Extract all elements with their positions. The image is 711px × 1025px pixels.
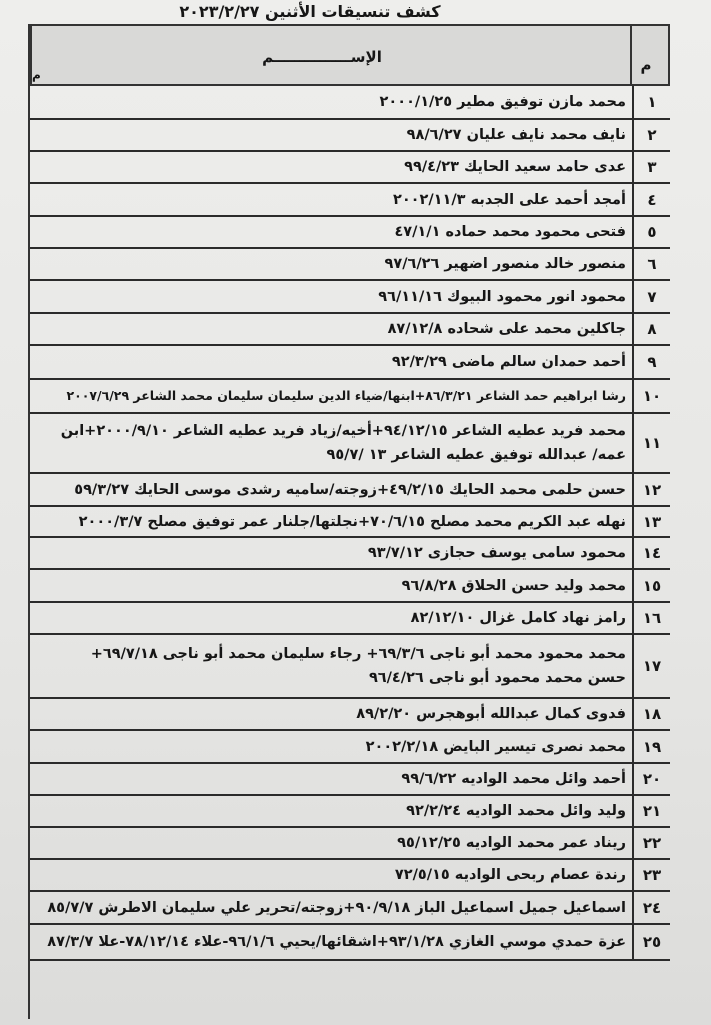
row-name-line: فدوى كمال عبدالله أبوهجرس ٨٩/٢/٢٠	[356, 706, 626, 722]
row-number: ٣	[632, 152, 670, 182]
row-name	[32, 184, 626, 215]
row-number: ١٤	[632, 538, 670, 568]
row-name-line: رشا ابراهيم حمد الشاعر ٨٦/٣/٢١+ابنها/ضياء الدين سليمان سليمان محمد الشاعر ٢٠٠٧/٦/٢٩	[66, 388, 626, 403]
table-row	[30, 507, 670, 538]
header-number-label: م	[640, 56, 652, 74]
row-number: ٩	[632, 346, 670, 378]
row-name-line: رندة عصام ربحى الواديه ٧٢/٥/١٥	[394, 867, 626, 883]
row-name	[32, 731, 626, 762]
table-row	[30, 380, 670, 414]
row-name	[32, 281, 626, 312]
table-row	[30, 570, 670, 603]
row-name	[32, 925, 626, 959]
table-row	[30, 314, 670, 346]
table-row	[30, 346, 670, 380]
row-name-line: أمجد أحمد على الجدبه ٢٠٠٢/١١/٣	[392, 191, 626, 208]
row-name	[32, 892, 626, 923]
row-number: ١٣	[632, 507, 670, 536]
row-name-line: عمه/ عبدالله توفيق عطيه الشاعر ١٣ /٩٥/٧	[326, 447, 626, 463]
row-name-line: محمد نصرى تيسير البايض ٢٠٠٢/٢/١٨	[365, 738, 626, 755]
row-name	[32, 507, 626, 536]
page-title: كشف تنسيقات الأثنين ٢٠٢٣/٢/٢٧	[179, 2, 441, 21]
table-row	[30, 828, 670, 860]
table-row	[30, 892, 670, 925]
row-name	[32, 346, 626, 378]
row-name	[32, 603, 626, 633]
row-number: ١٠	[632, 380, 670, 412]
row-number: ٢٤	[632, 892, 670, 923]
table-row	[30, 538, 670, 570]
row-number: ٤	[632, 184, 670, 215]
row-number: ١١	[632, 414, 670, 472]
row-name-line: محمود انور محمود البيوك ٩٦/١١/١٦	[378, 288, 626, 305]
row-name	[32, 217, 626, 247]
row-name-line: حسن محمد محمود أبو ناجى ٩٦/٤/٢٦	[368, 670, 626, 686]
row-name-line: رامز نهاد كامل غزال ٨٢/١٢/١٠	[410, 610, 626, 626]
row-number: ٨	[632, 314, 670, 344]
table-row	[30, 635, 670, 699]
row-name	[32, 699, 626, 729]
table-row	[30, 120, 670, 152]
row-name	[32, 764, 626, 794]
row-number: ١٥	[632, 570, 670, 601]
table-row	[30, 925, 670, 961]
row-number: ٧	[632, 281, 670, 312]
table-row	[30, 603, 670, 635]
row-name	[32, 314, 626, 344]
row-name	[32, 828, 626, 858]
row-name-line: جاكلين محمد على شحاده ٨٧/١٢/٨	[387, 321, 626, 337]
row-name-line: أحمد وائل محمد الواديه ٩٩/٦/٢٢	[401, 771, 626, 787]
row-name	[32, 249, 626, 279]
row-name-line: محمد فريد عطيه الشاعر ٩٤/١٢/١٥+أخيه/زياد فريد عطيه الشاعر ٢٠٠٠/٩/١٠+ابن	[60, 423, 626, 439]
row-number: ١٨	[632, 699, 670, 729]
table-row	[30, 699, 670, 731]
table-row	[30, 414, 670, 474]
row-name	[32, 860, 626, 890]
table-row	[30, 217, 670, 249]
table-body	[30, 86, 670, 961]
row-name-line: اسماعيل جميل اسماعيل الباز ٩٠/٩/١٨+زوجته/تحرير علي سليمان الاطرش ٨٥/٧/٧	[47, 899, 626, 916]
row-name	[32, 474, 626, 505]
row-number: ٢٢	[632, 828, 670, 858]
row-name-line: محمد وليد حسن الحلاق ٩٦/٨/٢٨	[401, 577, 626, 594]
table-row	[30, 249, 670, 281]
row-name-line: ريناد عمر محمد الواديه ٩٥/١٢/٢٥	[397, 835, 626, 851]
row-name-line: عدى حامد سعيد الحايك ٩٩/٤/٢٣	[404, 159, 626, 175]
row-number: ١٢	[632, 474, 670, 505]
row-number: ٢	[632, 120, 670, 150]
row-number: ٢٣	[632, 860, 670, 890]
row-name	[32, 414, 626, 472]
row-number: ١٧	[632, 635, 670, 697]
row-name-line: منصور خالد منصور اضهير ٩٧/٦/٢٦	[384, 256, 626, 272]
row-name-line: محمد مازن توفيق مطير ٢٠٠٠/١/٢٥	[379, 94, 626, 110]
row-name-line: أحمد حمدان سالم ماضى ٩٢/٣/٢٩	[391, 354, 626, 370]
header-name-label: الإســـــــــــــــم	[262, 48, 382, 66]
table-row	[30, 764, 670, 796]
row-name-line: نايف محمد نايف عليان ٩٨/٦/٢٧	[406, 127, 626, 143]
row-number: ٢٠	[632, 764, 670, 794]
row-number: ١	[632, 86, 670, 118]
header-edge-label: م	[32, 68, 41, 82]
row-name	[32, 120, 626, 150]
row-number: ٥	[632, 217, 670, 247]
row-number: ٢١	[632, 796, 670, 826]
row-name-line: حسن حلمى محمد الحايك ٤٩/٢/١٥+زوجته/ساميه رشدى موسى الحايك ٥٩/٣/٢٧	[74, 481, 626, 498]
row-name	[32, 380, 626, 412]
table-header	[30, 24, 670, 86]
table-row	[30, 860, 670, 892]
table-row	[30, 796, 670, 828]
table-row	[30, 281, 670, 314]
row-number: ٢٥	[632, 925, 670, 959]
row-name	[32, 86, 626, 118]
row-name-line: محمود سامى يوسف حجازى ٩٣/٧/١٢	[367, 545, 626, 561]
row-number: ١٦	[632, 603, 670, 633]
row-name	[32, 152, 626, 182]
table-row	[30, 184, 670, 217]
header-divider	[630, 26, 632, 84]
row-name	[32, 635, 626, 697]
row-name-line: عزة حمدي موسي الغازي ٩٣/١/٢٨+اشقائها/يحيي ٩٦/١/٦-علاء ٧٨/١٢/١٤-علا ٨٧/٣/٧	[47, 934, 626, 950]
row-name	[32, 538, 626, 568]
row-name-line: وليد وائل محمد الواديه ٩٢/٢/٢٤	[406, 803, 626, 819]
row-number: ٦	[632, 249, 670, 279]
row-name	[32, 796, 626, 826]
row-name-line: فتحى محمود محمد حماده ٤٧/١/١	[394, 224, 626, 240]
table-row	[30, 474, 670, 507]
row-name	[32, 570, 626, 601]
table-row	[30, 731, 670, 764]
row-name-line: محمد محمود محمد أبو ناجى ٦٩/٣/٦+ رجاء سليمان محمد أبو ناجى ٦٩/٧/١٨+	[90, 646, 626, 662]
names-table	[28, 24, 670, 1019]
table-row	[30, 152, 670, 184]
table-row	[30, 86, 670, 120]
row-name-line: نهله عبد الكريم محمد مصلح ٧٠/٦/١٥+نجلتها/جلنار عمر توفيق مصلح ٢٠٠٠/٣/٧	[78, 513, 626, 530]
row-number: ١٩	[632, 731, 670, 762]
